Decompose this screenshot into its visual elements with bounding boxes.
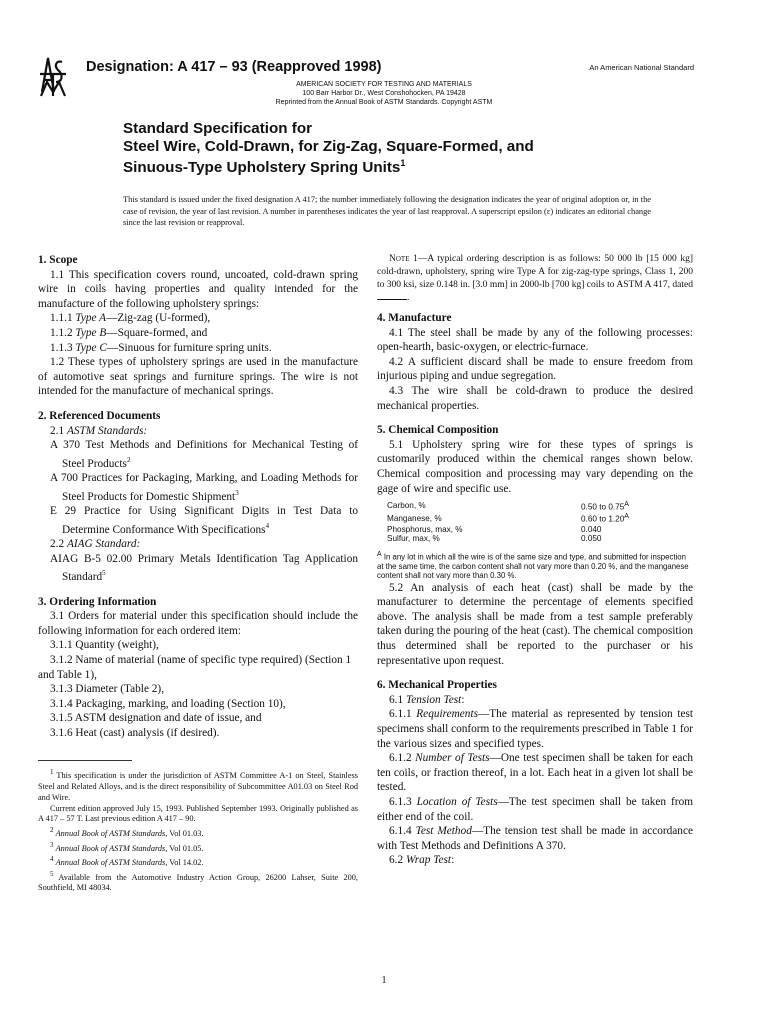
ordering-item: 3.1.4 Packaging, marking, and loading (Section 10), — [50, 697, 286, 710]
right-column — [377, 253, 693, 868]
ordering-item: 3.1.2 Name of material (name of specific type required) (Section 1 and Table 1), — [38, 653, 352, 681]
table-row — [377, 500, 693, 512]
title-line-1: Standard Specification for — [123, 120, 313, 137]
paragraph-4-2: 4.2 A sufficient discard shall be made to ensure freedom from injurious piping and undue segregation. — [377, 355, 693, 383]
section-heading-scope: 1. Scope — [38, 254, 78, 266]
footnote-divider — [38, 760, 132, 761]
section-heading-mechanical-properties: 6. Mechanical Properties — [377, 679, 497, 692]
paragraph-3-1: 3.1 Orders for material under this specification should include the following information for each ordered item: — [38, 610, 358, 637]
table-cell: 0.60 to $1.20^A$ — [581, 513, 629, 525]
paragraph-6-1-1: 6.1.1 Requirements—The material as represented by tension test specimens shall conform to the requirements prescribed in Table 1 for the various sizes and specified types. — [377, 708, 694, 750]
paragraph-6-1-4: 6.1.4 Test Method—The tension test shall be made in accordance with Test Methods and Definitions A 370. — [377, 825, 693, 852]
issuance-statement: This standard is issued under the fixed designation A 417; the number immediately following the designation indicates the year of original adoption or, in the case of revision, the year of last revision. A number in parentheses indicates the year of last reapproval. A superscript epsilon (ε) indicates an editorial change since the last revision or reapproval. — [123, 195, 651, 227]
paragraph-4-3: 4.3 The wire shall be cold-drawn to produce the desired mechanical properties. — [377, 384, 693, 412]
table-row — [377, 534, 693, 544]
org-address: 100 Barr Harbor Dr., West Conshohocken, PA 19428 — [302, 90, 466, 97]
paragraph-5-2: 5.2 An analysis of each heat (cast) shall be made by the manufacturer to determine the percentage of elements specified above. The analysis shall be made from a test sample preferably taken during the pouring of the heat (cast). The chemical composition thus determined shall be reported to the purchaser or his representative upon request. — [377, 581, 693, 667]
paragraph-6-1-3: 6.1.3 Location of Tests—The test specimen shall be taken from either end of the coil. — [377, 796, 694, 823]
scope-item-a: 1.1.1 Type A—Zig-zag (U-formed), — [50, 312, 211, 325]
reprint-note: Reprinted from the Annual Book of ASTM Standards. Copyright ASTM — [275, 99, 493, 106]
footnote-5: $^5$ Available from the Automotive Industry Action Group, 26200 Lahser, Suite 200, Southfield, MI 48034. — [38, 869, 358, 893]
section-heading-ordering-information: 3. Ordering Information — [38, 595, 157, 608]
footnote-2: $^2$ Annual Book of ASTM Standards, Vol 01.03. — [50, 826, 204, 838]
document-title — [123, 120, 534, 177]
designation: Designation: A 417 – 93 (Reapproved 1998) — [86, 59, 382, 75]
table-cell: Sulfur, max, % — [387, 534, 440, 544]
table-cell: 0.050 — [581, 534, 602, 544]
astm-standards-label: 2.1 ASTM Standards: — [50, 424, 148, 437]
section-heading-referenced-documents: 2. Referenced Documents — [38, 409, 161, 422]
section-heading-chemical-composition: 5. Chemical Composition — [377, 424, 499, 437]
paragraph-5-1: 5.1 Upholstery spring wire for these types of springs is customarily produced within the chemical ranges shown below. Chemical composition and processing may vary depending on the gage of wire and specific use. — [377, 438, 693, 495]
paragraph-4-1: 4.1 The steel shall be made by any of the following processes: open-hearth, basic-oxygen, or electric-furnace. — [377, 326, 693, 354]
note-1: Note 1—A typical ordering description is as follows: 50 000 lb [15 000 kg] cold-drawn, upholstery, spring wire Type A for zig-zag-type springs, Class 1, 200 to 300 ksi, size 0.148 in. [3.0 mm] in 2000-lb [700 kg] coils to ASTM A 417, dated . — [377, 254, 693, 303]
title-line-3: Sinuous-Type Upholstery Spring Units$^1$ — [123, 158, 406, 177]
paragraph-1-2: 1.2 These types of upholstery springs are used in the manufacture of automotive seat springs and furniture springs. The wire is not intended for the manufacture of mechanical springs. — [38, 356, 358, 398]
title-line-2: Steel Wire, Cold-Drawn, for Zig-Zag, Square-Formed, and — [123, 137, 534, 155]
ordering-item: 3.1.5 ASTM designation and date of issue, and — [50, 712, 262, 725]
footnote-1: $^1$ This specification is under the jurisdiction of ASTM Committee A-1 on Steel, Stainless Steel and Related Alloys, and is the direct responsibility of Subcommittee A01.03 on Steel Rod and Wire. — [38, 768, 358, 802]
footnote-4: $^4$ Annual Book of ASTM Standards, Vol 14.02. — [50, 855, 204, 868]
reference-e29: E 29 Practice for Using Significant Digits in Test Data to Determine Conformance With Specifications$^4$ — [50, 505, 358, 536]
page-number: 1 — [381, 975, 387, 986]
paragraph-6-1: 6.1 Tension Test: — [389, 693, 465, 706]
reference-a700: A 700 Practices for Packaging, Marking, and Loading Methods for Steel Products for Domestic Shipment$^3$ — [50, 472, 358, 503]
chemical-composition-table — [377, 500, 693, 543]
ordering-item: 3.1.1 Quantity (weight), — [50, 639, 159, 652]
scope-item-c: 1.1.3 Type C—Sinuous for furniture spring units. — [50, 341, 272, 354]
date-blank — [377, 299, 407, 300]
table-cell: 0.50 to $0.75^A$ — [581, 501, 629, 512]
table-footnote: $^A$ In any lot in which all the wire is of the same size and type, and submitted for inspection at the same time, the carbon content shall not vary more than 0.20 %, and the manganese content shall not vary more than 0.30 %. — [377, 550, 689, 581]
table-cell: 0.040 — [581, 524, 602, 534]
left-column — [38, 253, 358, 894]
aiag-standard-label: 2.2 AIAG Standard: — [50, 537, 141, 550]
ordering-item: 3.1.6 Heat (cast) analysis (if desired). — [50, 726, 220, 739]
footnote-1-continued: Current edition approved July 15, 1993. Published September 1993. Originally published as A 417 – 57 T. Last previous edition A 417 – 90. — [38, 803, 358, 824]
section-heading-manufacture: 4. Manufacture — [377, 312, 452, 324]
paragraph-1-1: 1.1 This specification covers round, uncoated, cold-drawn spring wire in coils having properties and quality intended for the manufacture of the following upholstery springs: — [38, 268, 358, 310]
footnote-3: $^3$ Annual Book of ASTM Standards, Vol 01.05. — [50, 840, 204, 853]
table-cell: Manganese, % — [387, 513, 442, 523]
paragraph-6-2: 6.2 Wrap Test: — [389, 854, 455, 867]
reference-aiag-b5: AIAG B-5 02.00 Primary Metals Identification Tag Application Standard$^5$ — [50, 552, 358, 583]
table-cell: Phosphorus, max, % — [387, 524, 463, 534]
table-cell: Carbon, % — [387, 501, 426, 511]
paragraph-6-1-2: 6.1.2 Number of Tests—One test specimen shall be taken for each ten coils, or fraction thereof, in a lot. Each heat in a given lot shall be tested. — [377, 752, 694, 794]
table-row — [377, 525, 693, 535]
title-footnote-mark: 1 — [400, 158, 406, 168]
publisher-info — [0, 80, 768, 107]
ordering-item: 3.1.3 Diameter (Table 2), — [50, 683, 165, 696]
org-name: AMERICAN SOCIETY FOR TESTING AND MATERIALS — [296, 81, 472, 88]
table-row — [377, 512, 693, 524]
scope-item-b: 1.1.2 Type B—Square-formed, and — [50, 326, 208, 339]
reference-a370: A 370 Test Methods and Definitions for Mechanical Testing of Steel Products$^2$ — [50, 439, 358, 470]
national-standard-label: An American National Standard — [589, 63, 694, 72]
